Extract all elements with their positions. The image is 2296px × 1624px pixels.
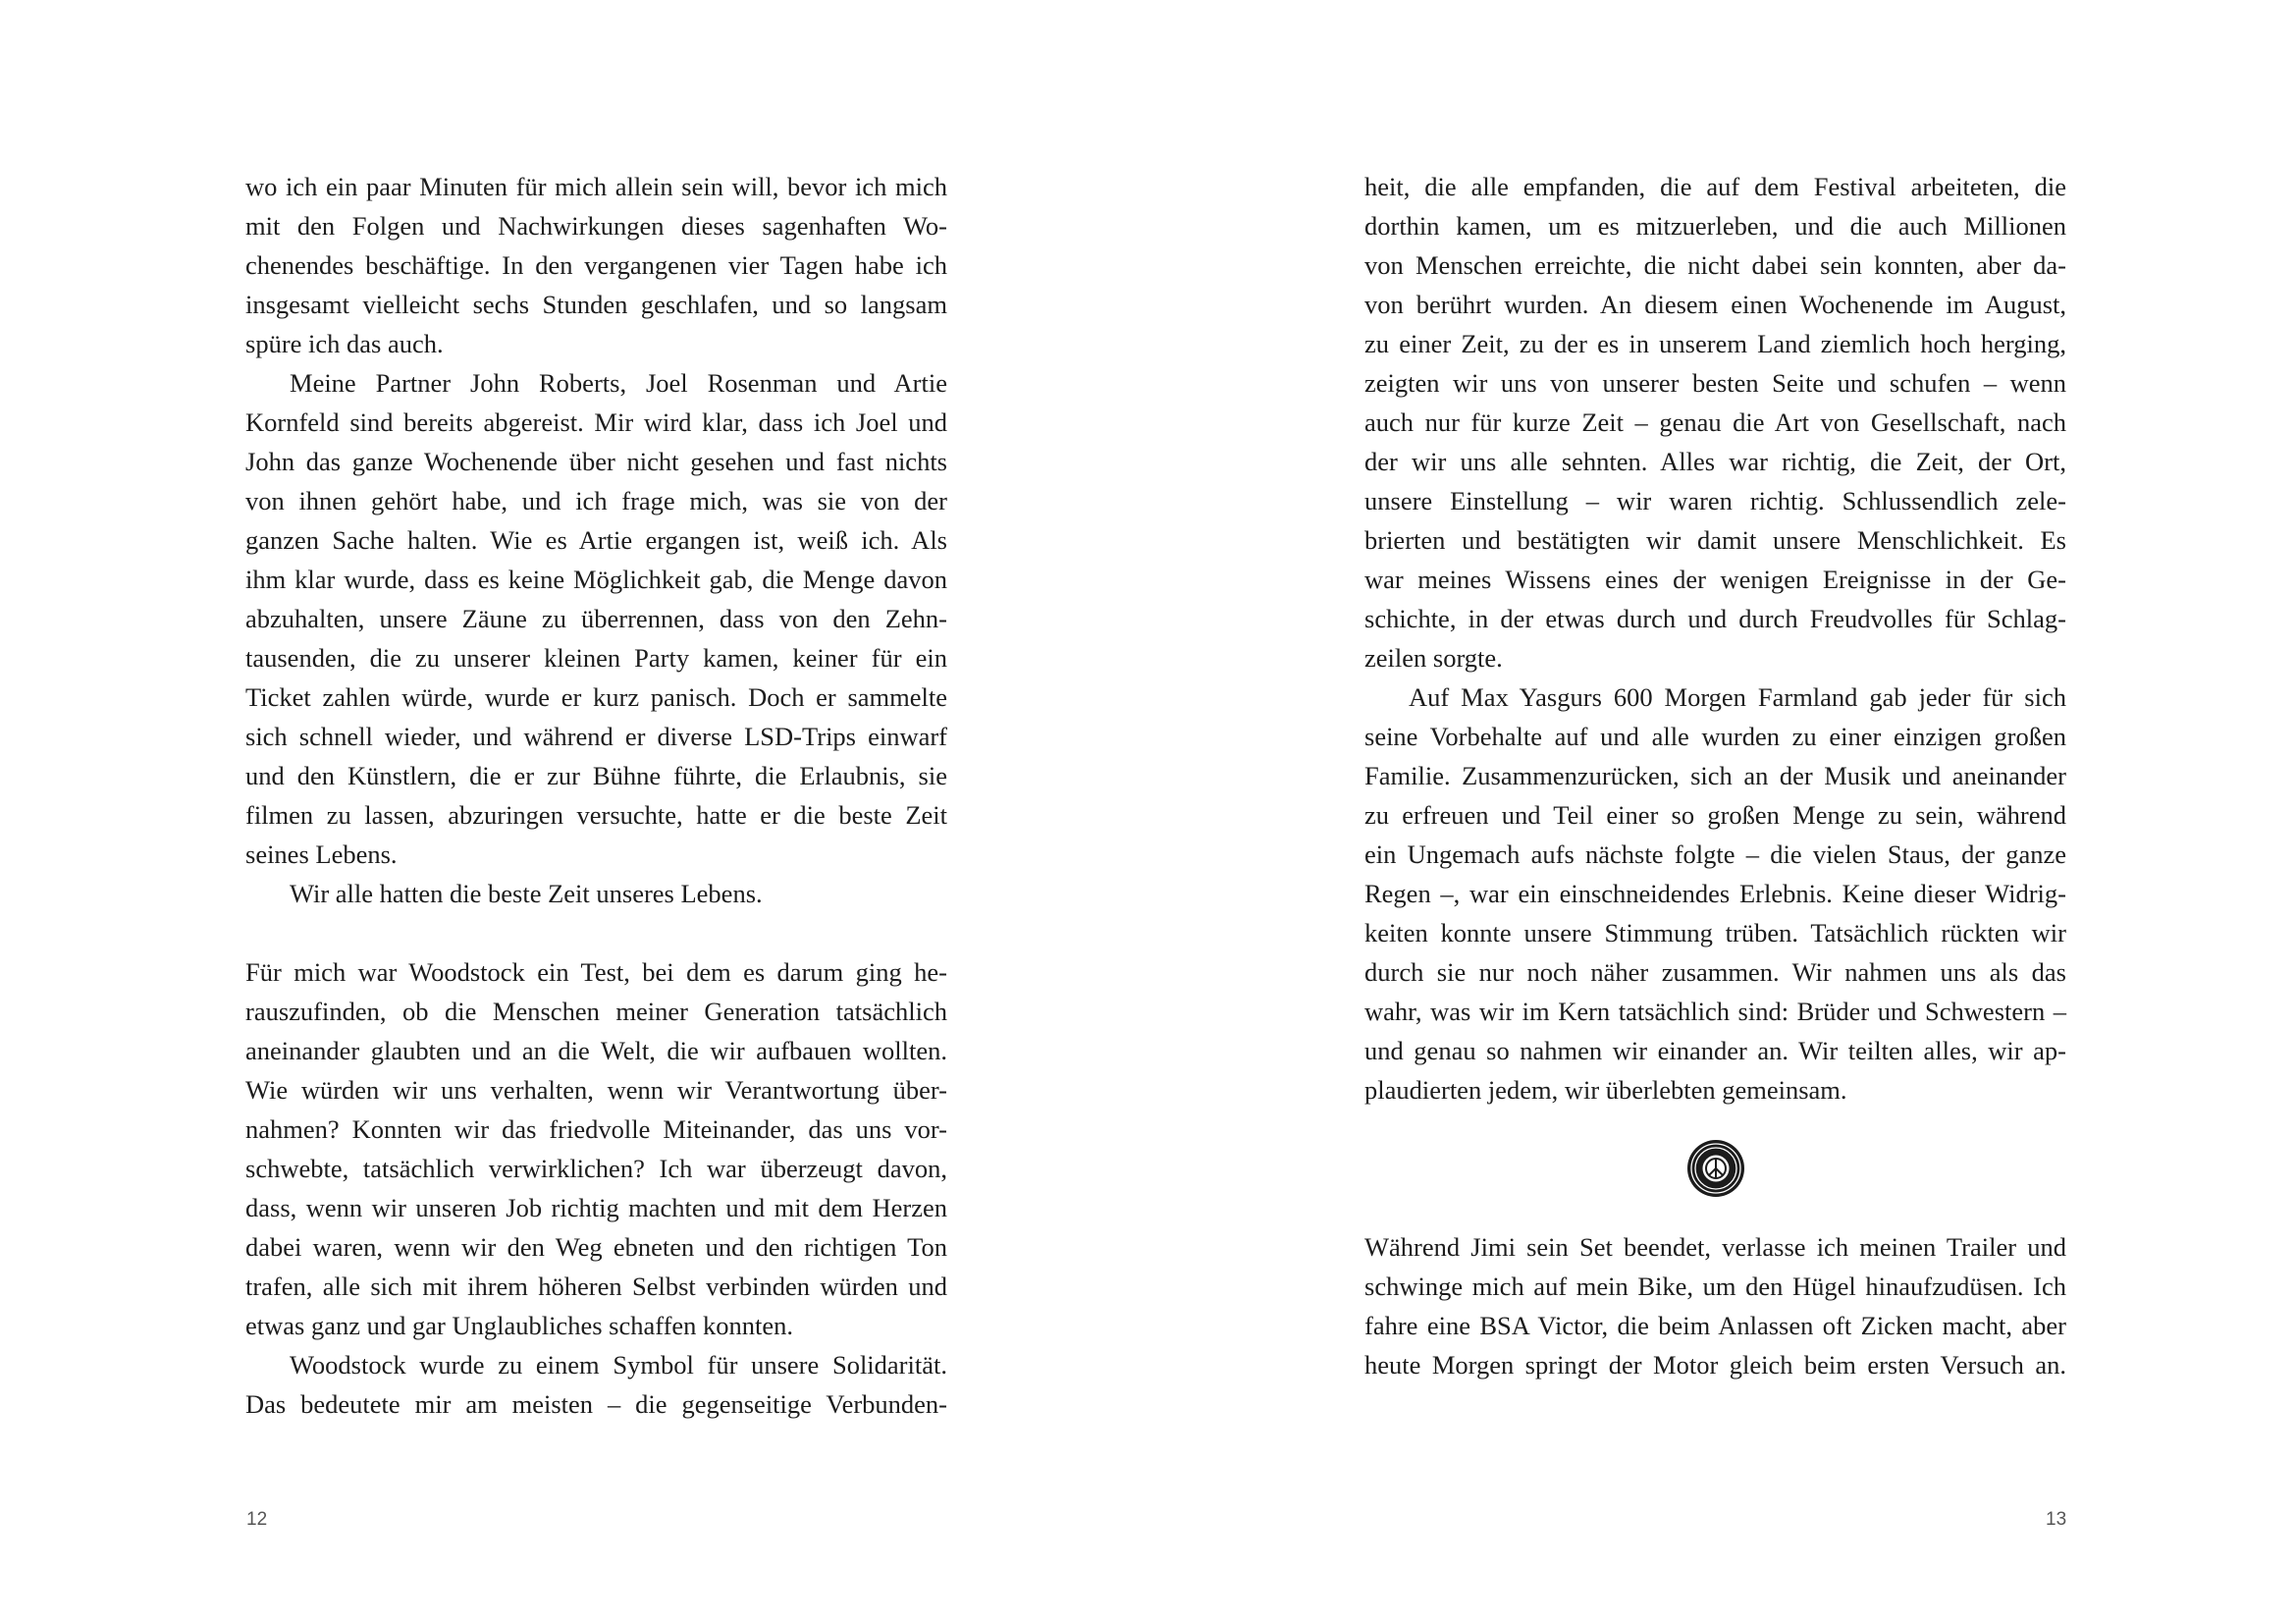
text-line: und den Künstlern, die er zur Bühne führte, die Erlaubnis, sie (245, 761, 947, 790)
text-line: dabei waren, wenn wir den Weg ebneten und den richtigen Ton (245, 1232, 947, 1262)
text-line: Familie. Zusammenzurücken, sich an der Musik und aneinander (1364, 761, 2066, 790)
text-line: zu einer Zeit, zu der es in unserem Land ziemlich hoch herging, (1364, 329, 2066, 358)
text-line: Wir alle hatten die beste Zeit unseres Lebens. (290, 879, 763, 908)
text-line: von ihnen gehört habe, und ich frage mich, was sie von der (245, 486, 947, 515)
text-line: Das bedeutete mir am meisten – die gegenseitige Verbunden- (245, 1389, 947, 1419)
text-line: zeilen sorgte. (1364, 643, 1503, 673)
text-line: ganzen Sache halten. Wie es Artie ergangen ist, weiß ich. Als (245, 525, 947, 555)
text-line: seines Lebens. (245, 839, 398, 869)
text-line: Auf Max Yasgurs 600 Morgen Farmland gab jeder für sich (1409, 682, 2066, 712)
text-line: durch sie nur noch näher zusammen. Wir nahmen uns als das (1364, 957, 2066, 987)
text-line: von Menschen erreichte, die nicht dabei sein konnten, aber da- (1364, 250, 2066, 280)
text-line: heit, die alle empfanden, die auf dem Festival arbeiteten, die (1364, 172, 2066, 201)
page-number-right: 13 (2046, 1509, 2067, 1530)
text-line: mit den Folgen und Nachwirkungen dieses sagenhaften Wo- (245, 211, 947, 241)
section-break (245, 913, 947, 952)
text-line: schwinge mich auf mein Bike, um den Hügel hinaufzudüsen. Ich (1364, 1272, 2066, 1301)
text-line: spüre ich das auch. (245, 329, 444, 358)
text-line: sich schnell wieder, und während er diverse LSD-Trips einwarf (245, 722, 947, 751)
text-line: insgesamt vielleicht sechs Stunden geschlafen, und so langsam (245, 290, 947, 319)
right-text-column (1364, 167, 2066, 1384)
text-line: ein Ungemach aufs nächste folgte – die vielen Staus, der ganze (1364, 839, 2066, 869)
text-line: war meines Wissens eines der wenigen Ereignisse in der Ge- (1364, 565, 2066, 594)
text-line: plaudierten jedem, wir überlebten gemeinsam. (1364, 1075, 1847, 1105)
text-line: Woodstock wurde zu einem Symbol für unsere Solidarität. (290, 1350, 947, 1380)
text-line: wahr, was wir im Kern tatsächlich sind: Brüder und Schwestern – (1364, 997, 2066, 1026)
text-line: Für mich war Woodstock ein Test, bei dem es darum ging he- (245, 957, 947, 987)
text-line: der wir uns alle sehnten. Alles war richtig, die Zeit, der Ort, (1364, 447, 2066, 476)
text-line: Während Jimi sein Set beendet, verlasse ich meinen Trailer und (1364, 1232, 2066, 1262)
text-line: fahre eine BSA Victor, die beim Anlassen oft Zicken macht, aber (1364, 1311, 2066, 1340)
right-page (1148, 0, 2296, 1624)
text-line: wo ich ein paar Minuten für mich allein sein will, bevor ich mich (245, 172, 947, 201)
text-line: schwebte, tatsächlich verwirklichen? Ich war überzeugt davon, (245, 1154, 947, 1183)
text-line: ihm klar wurde, dass es keine Möglichkeit gab, die Menge davon (245, 565, 947, 594)
text-line: keiten konnte unsere Stimmung trüben. Tatsächlich rückten wir (1364, 918, 2066, 947)
text-line: unsere Einstellung – wir waren richtig. Schlussendlich zele- (1364, 486, 2066, 515)
text-line: Regen –, war ein einschneidendes Erlebnis. Keine dieser Widrig- (1364, 879, 2066, 908)
text-line: etwas ganz und gar Unglaubliches schaffen konnten. (245, 1311, 794, 1340)
text-line: seine Vorbehalte auf und alle wurden zu einer einzigen großen (1364, 722, 2066, 751)
text-line: tausenden, die zu unserer kleinen Party kamen, keiner für ein (245, 643, 947, 673)
text-line: John das ganze Wochenende über nicht gesehen und fast nichts (245, 447, 947, 476)
text-line: zu erfreuen und Teil einer so großen Menge zu sein, während (1364, 800, 2066, 830)
text-line: von berührt wurden. An diesem einen Wochenende im August, (1364, 290, 2066, 319)
text-line: chenendes beschäftige. In den vergangenen vier Tagen habe ich (245, 250, 947, 280)
text-line: aneinander glaubten und an die Welt, die wir aufbauen wollten. (245, 1036, 947, 1065)
section-ornament (1364, 1110, 2066, 1227)
text-line: auch nur für kurze Zeit – genau die Art von Gesellschaft, nach (1364, 407, 2066, 437)
text-line: heute Morgen springt der Motor gleich beim ersten Versuch an. (1364, 1350, 2066, 1380)
text-line: dass, wenn wir unseren Job richtig machten und mit dem Herzen (245, 1193, 947, 1222)
text-line: zeigten wir uns von unserer besten Seite und schufen – wenn (1364, 368, 2066, 398)
text-line: trafen, alle sich mit ihrem höheren Selbst verbinden würden und (245, 1272, 947, 1301)
text-line: nahmen? Konnten wir das friedvolle Miteinander, das uns vor- (245, 1114, 947, 1144)
text-line: filmen zu lassen, abzuringen versuchte, hatte er die beste Zeit (245, 800, 947, 830)
text-line: Kornfeld sind bereits abgereist. Mir wird klar, dass ich Joel und (245, 407, 947, 437)
page-number-left: 12 (246, 1509, 268, 1530)
text-line: schichte, in der etwas durch und durch Freudvolles für Schlag- (1364, 604, 2066, 633)
text-line: rauszufinden, ob die Menschen meiner Generation tatsächlich (245, 997, 947, 1026)
text-line: brierten und bestätigten wir damit unsere Menschlichkeit. Es (1364, 525, 2066, 555)
text-line: dorthin kamen, um es mitzuerleben, und die auch Millionen (1364, 211, 2066, 241)
left-text-column (245, 167, 947, 1424)
text-line: Meine Partner John Roberts, Joel Rosenman und Artie (290, 368, 947, 398)
text-line: Wie würden wir uns verhalten, wenn wir Verantwortung über- (245, 1075, 947, 1105)
text-line: Ticket zahlen würde, wurde er kurz panisch. Doch er sammelte (245, 682, 947, 712)
text-line: abzuhalten, unsere Zäune zu überrennen, dass von den Zehn- (245, 604, 947, 633)
text-line: und genau so nahmen wir einander an. Wir teilten alles, wir ap- (1364, 1036, 2066, 1065)
peace-record-icon (1684, 1137, 1747, 1200)
